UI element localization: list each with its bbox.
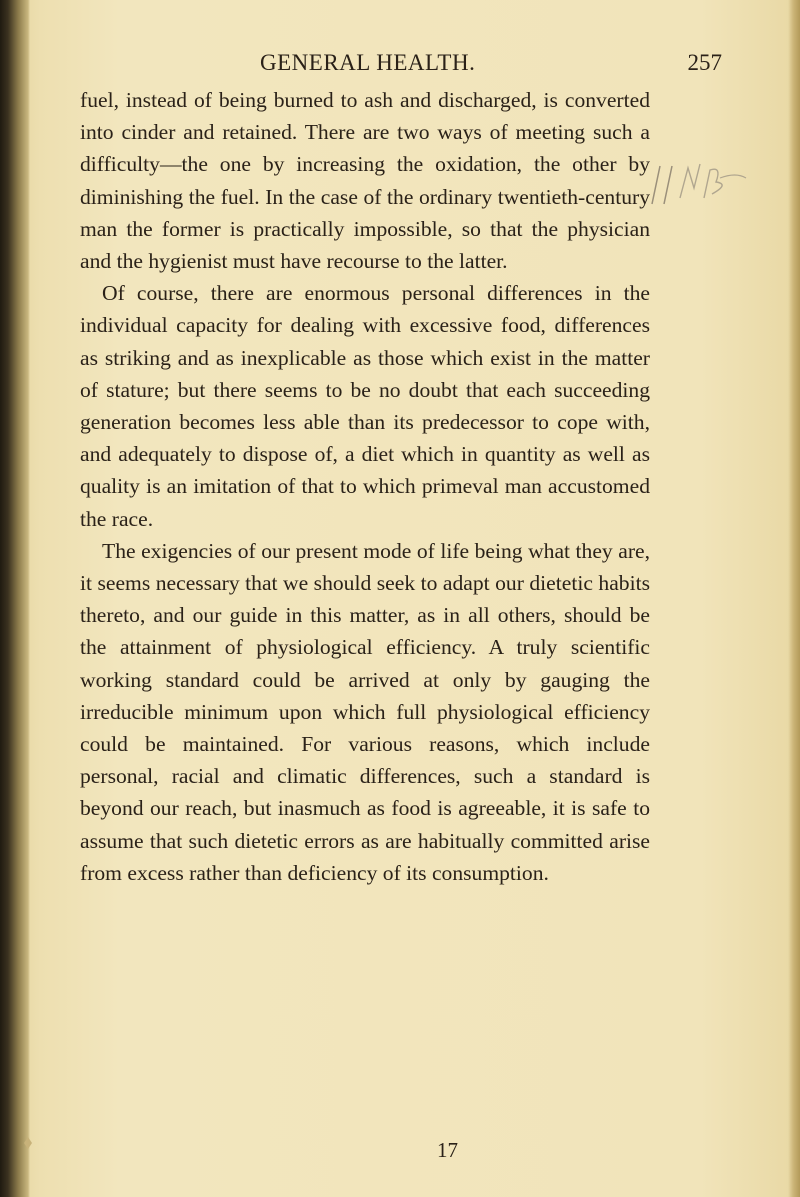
running-head: GENERAL HEALTH.: [260, 50, 476, 75]
paragraph-2: Of course, there are enormous personal differences in the individual capacity for dealing with excessive food, differences as striking and as inexplicable as those which exist in the matter of stature; but there seems to be no doubt that each succeeding generation becomes less able than its predecessor to cope with, and adequately to dispose of, a diet which in quantity as well as quality is an imitation of that to which primeval man accustomed the race.: [80, 281, 650, 531]
book-binding-shadow: [0, 0, 30, 1197]
page-number: 257: [687, 50, 722, 75]
ink-speck-icon: [24, 1134, 32, 1146]
body-text: [80, 84, 650, 889]
paragraph-3: The exigencies of our present mode of life being what they are, it seems necessary that we should seek to adapt our dietetic habits thereto, and our guide in this matter, as in all others, should be the attainment of physiological efficiency. A truly scientific working standard could be arrived at only by gauging the irreducible minimum upon which full physiological efficiency could be maintained. For various reasons, which include personal, racial and climatic differences, such a standard is beyond our reach, but inasmuch as food is agreeable, it is safe to assume that such dietetic errors as are habitually committed arise from excess rather than deficiency of its consumption.: [80, 538, 650, 885]
pencil-annotation-icon: [650, 158, 750, 206]
page-edge: [788, 0, 800, 1197]
signature-mark: 17: [437, 1138, 458, 1162]
paragraph-1: fuel, instead of being burned to ash and discharged, is converted into cinder and retained. There are two ways of meeting such a difficulty—the one by increasing the oxidation, the other by diminishing the fuel. In the case of the ordinary twentieth-century man the former is practically impossible, so that the physician and the hygienist must have recourse to the latter.: [80, 88, 650, 274]
page-header: [80, 38, 730, 78]
